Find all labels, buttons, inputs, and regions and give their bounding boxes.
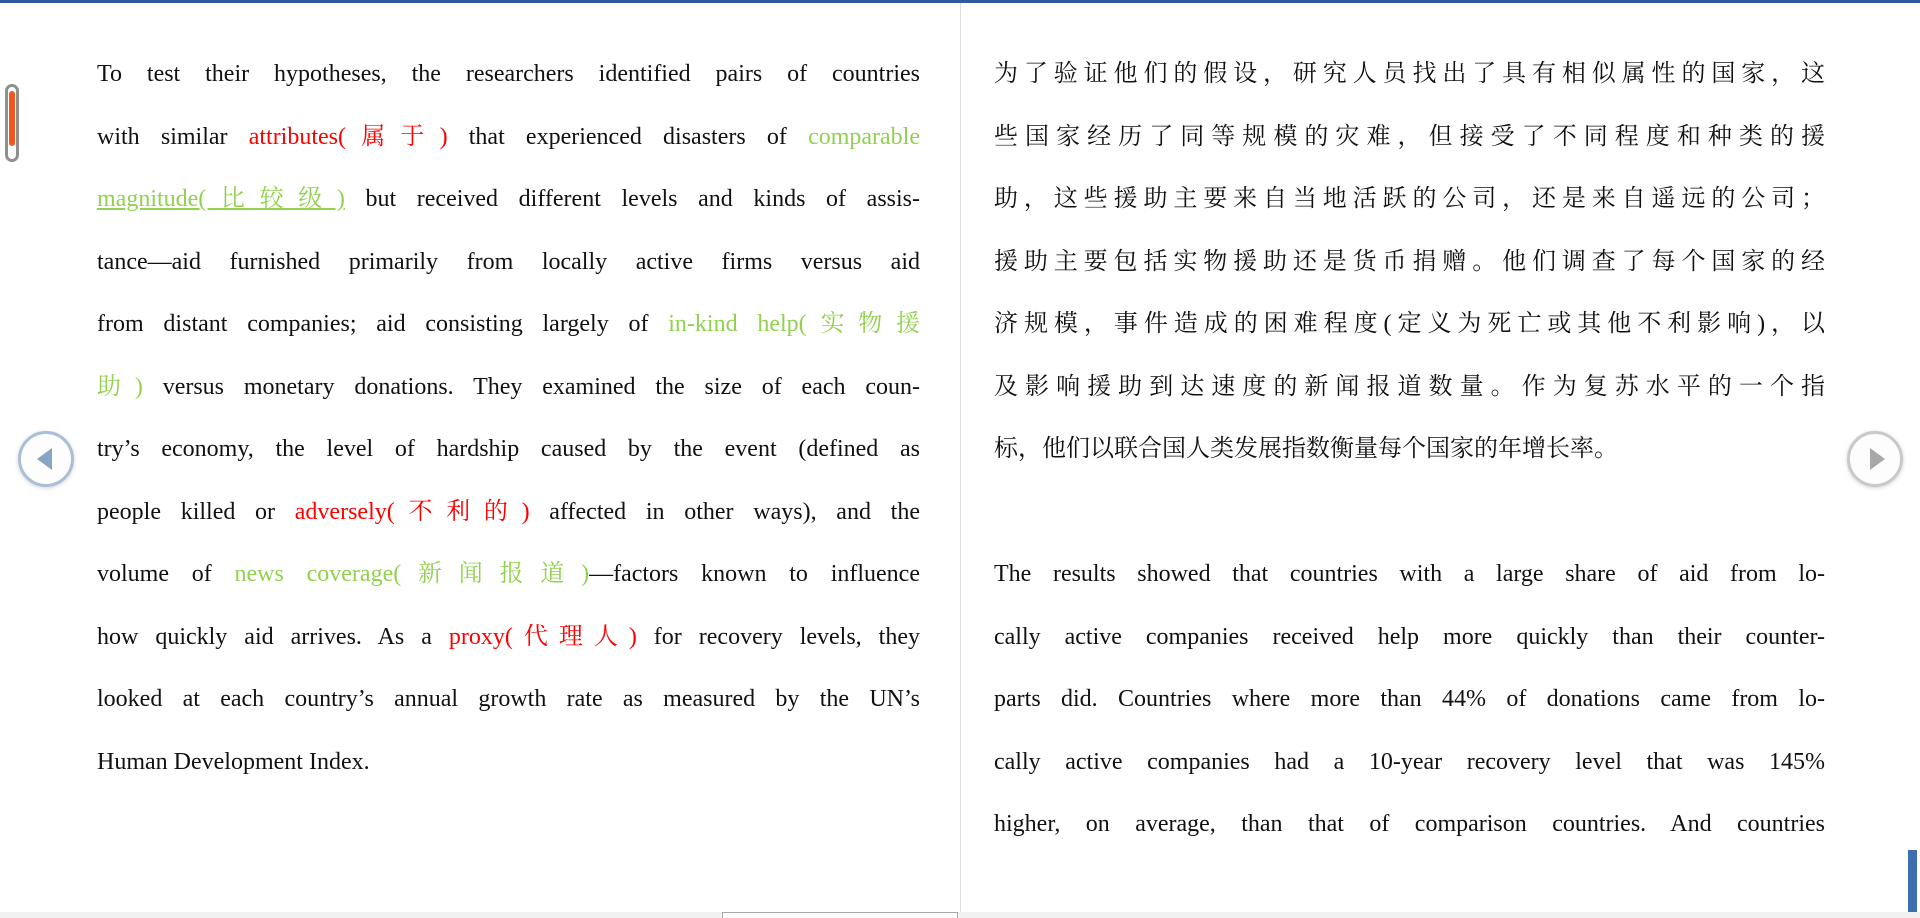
- text-segment: 及影响援助到达速度的新闻报道数量。作为复苏水平的一个指: [994, 373, 1825, 400]
- chevron-right-icon: [1870, 448, 1885, 470]
- text-line: [97, 668, 920, 731]
- text-segment: The results showed that countries with a large share of aid from lo-: [994, 561, 1825, 587]
- text-segment: 标，他们以联合国人类发展指数衡量每个国家的年增长率。: [994, 436, 1618, 462]
- text-line: [994, 43, 1825, 106]
- text-line: [994, 606, 1825, 669]
- text-line: [994, 668, 1825, 731]
- text-line: [994, 293, 1825, 356]
- chevron-left-icon: [37, 448, 52, 470]
- text-line: [994, 731, 1825, 794]
- text-segment: people killed or: [97, 498, 295, 525]
- page-column-divider: [960, 3, 961, 912]
- annotated-word: comparable: [808, 123, 920, 150]
- text-line: [97, 231, 920, 294]
- right-page-text: [994, 43, 1825, 856]
- text-segment: looked at each country’s annual growth rate as measured by the UN’s: [97, 686, 920, 712]
- next-page-button[interactable]: [1847, 431, 1903, 487]
- text-line: [994, 168, 1825, 231]
- text-segment: cally active companies received help more quickly than their counter-: [994, 623, 1825, 650]
- annotated-word: news coverage(新闻报道): [234, 561, 590, 587]
- text-segment: 助，这些援助主要来自当地活跃的公司，还是来自遥远的公司；: [994, 186, 1825, 212]
- text-line: [994, 356, 1825, 419]
- text-line: [97, 731, 920, 794]
- text-line: [97, 606, 920, 669]
- text-segment: volume of: [97, 561, 235, 587]
- text-segment: with similar: [97, 123, 249, 150]
- annotated-word: magnitude(比较级): [97, 186, 345, 212]
- text-segment: 援助主要包括实物援助还是货币捐赠。他们调查了每个国家的经: [994, 248, 1825, 275]
- text-line: [994, 106, 1825, 169]
- text-segment: To test their hypotheses, the researchers identified pairs of countries: [97, 61, 920, 87]
- annotated-word: proxy(代理人): [448, 623, 637, 650]
- text-segment: Human Development Index.: [97, 748, 370, 775]
- text-segment: affected in other ways), and the: [529, 498, 920, 525]
- text-line: [994, 543, 1825, 606]
- text-line: [97, 481, 920, 544]
- reading-progress-indicator[interactable]: [5, 84, 19, 162]
- text-segment: parts did. Countries where more than 44% of donations came from lo-: [994, 686, 1825, 712]
- hidden-bottom-panel-edge: [722, 912, 958, 918]
- text-segment: —factors known to influence: [589, 561, 920, 587]
- text-line: [994, 418, 1825, 481]
- text-segment: but received different levels and kinds of assis-: [344, 186, 921, 212]
- text-segment: how quickly aid arrives. As a: [97, 623, 449, 650]
- text-segment: 为了验证他们的假设，研究人员找出了具有相似属性的国家，这: [994, 61, 1825, 87]
- text-line: [97, 106, 920, 169]
- previous-page-button[interactable]: [18, 431, 74, 487]
- left-page-text: [97, 43, 920, 793]
- text-line: [97, 43, 920, 106]
- text-line: [97, 168, 920, 231]
- text-segment: for recovery levels, they: [636, 623, 920, 650]
- vertical-scrollbar-thumb[interactable]: [1908, 850, 1917, 912]
- text-segment: tance—aid furnished primarily from locally active firms versus aid: [97, 248, 920, 275]
- text-line: [994, 231, 1825, 294]
- text-segment: from distant companies; aid consisting largely of: [97, 311, 669, 337]
- text-line: [97, 356, 920, 419]
- text-segment: 些国家经历了同等规模的灾难，但接受了不同程度和种类的援: [994, 123, 1825, 150]
- reading-progress-fill: [9, 91, 15, 146]
- text-segment: higher, on average, than that of comparison countries. And countries: [994, 811, 1825, 837]
- text-segment: try’s economy, the level of hardship caused by the event (defined as: [97, 436, 920, 462]
- text-line: [994, 481, 1825, 544]
- text-segment: that experienced disasters of: [447, 123, 809, 150]
- text-line: [97, 293, 920, 356]
- text-line: [994, 793, 1825, 856]
- text-segment: cally active companies had a 10-year recovery level that was 145%: [994, 748, 1825, 775]
- text-segment: versus monetary donations. They examined the size of each coun-: [142, 373, 920, 400]
- annotated-word: 助): [97, 373, 143, 400]
- annotated-word: in-kind help(实物援: [668, 311, 921, 337]
- annotated-word: attributes(属于): [248, 123, 448, 150]
- text-line: [97, 418, 920, 481]
- bottom-scrollbar-track: [0, 912, 1920, 918]
- text-segment: 济规模，事件造成的困难程度(定义为死亡或其他不利影响)，以: [994, 311, 1825, 337]
- text-line: [97, 543, 920, 606]
- annotated-word: adversely(不利的): [294, 498, 530, 525]
